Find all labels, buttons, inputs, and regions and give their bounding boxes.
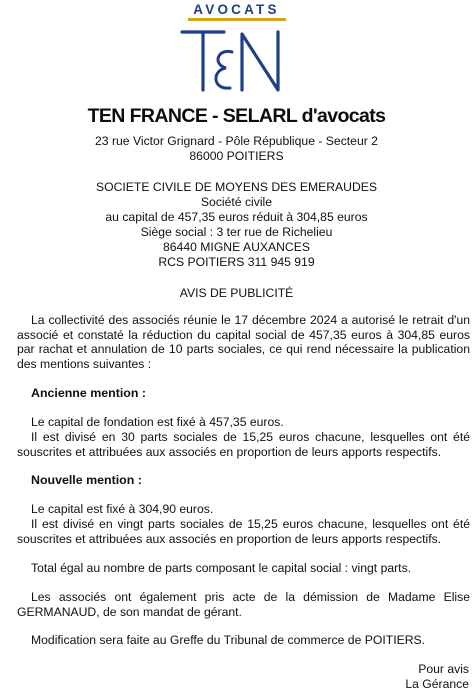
old-mention-heading: Ancienne mention : bbox=[31, 386, 146, 400]
signature-line2: La Gérance bbox=[405, 677, 469, 691]
company-name: SOCIETE CIVILE DE MOYENS DES EMERAUDES bbox=[95, 180, 378, 194]
ten-logo-mark bbox=[168, 20, 308, 100]
notice-title: AVIS DE PUBLICITÉ bbox=[179, 286, 294, 300]
firm-address-line2: 86000 POITIERS bbox=[189, 149, 284, 163]
svg-text:TEN: TEN bbox=[237, 98, 239, 99]
signature-line1: Pour avis bbox=[418, 662, 469, 676]
total-shares: Total égal au nombre de parts composant le capital social : vingt parts. bbox=[31, 561, 412, 575]
company-capital: au capital de 457,35 euros réduit à 304,85 euros bbox=[105, 210, 368, 224]
company-form: Société civile bbox=[200, 195, 273, 209]
signature-block bbox=[405, 662, 469, 692]
new-mention-heading: Nouvelle mention : bbox=[31, 473, 142, 487]
new-mention-shares: Il est divisé en vingt parts sociales de 15,25 euros chacune, lesquelles ont été souscrites et attribuées aux associés en proportion de leurs apports respectifs. bbox=[17, 517, 470, 546]
firm-logo bbox=[0, 0, 473, 100]
old-mention-capital: Le capital de fondation est fixé à 457,35 euros. bbox=[31, 415, 284, 429]
old-mention-shares: Il est divisé en 30 parts sociales de 15,25 euros chacune, lesquelles ont été souscrites et attribuées aux associés en proportion de leurs apports respectifs. bbox=[17, 430, 470, 459]
company-seat: Siège social : 3 ter rue de Richelieu bbox=[140, 225, 333, 239]
company-city: 86440 MIGNE AUXANCES bbox=[163, 240, 310, 254]
firm-name: TEN FRANCE - SELARL d'avocats bbox=[87, 105, 386, 127]
filing-paragraph: Modification sera faite au Greffe du Tribunal de commerce de POITIERS. bbox=[31, 633, 426, 647]
company-rcs: RCS POITIERS 311 945 919 bbox=[158, 255, 315, 269]
new-mention-capital: Le capital est fixé à 304,90 euros. bbox=[31, 502, 214, 516]
firm-address-line1: 23 rue Victor Grignard - Pôle République - Secteur 2 bbox=[95, 134, 378, 148]
logo-avocats-text: AVOCATS bbox=[193, 2, 280, 17]
notice-intro: La collectivité des associés réunie le 17 décembre 2024 a autorisé le retrait d'un associé et constaté la réduction du capital social de 457,35 euros à 304,85 euros par rachat et annulation de 10 parts sociales, ce qui rend nécessaire la publication des mentions suivantes : bbox=[17, 313, 470, 372]
resignation-paragraph: Les associés ont également pris acte de la démission de Madame Elise GERMANAUD, de son mandat de gérant. bbox=[17, 590, 470, 619]
